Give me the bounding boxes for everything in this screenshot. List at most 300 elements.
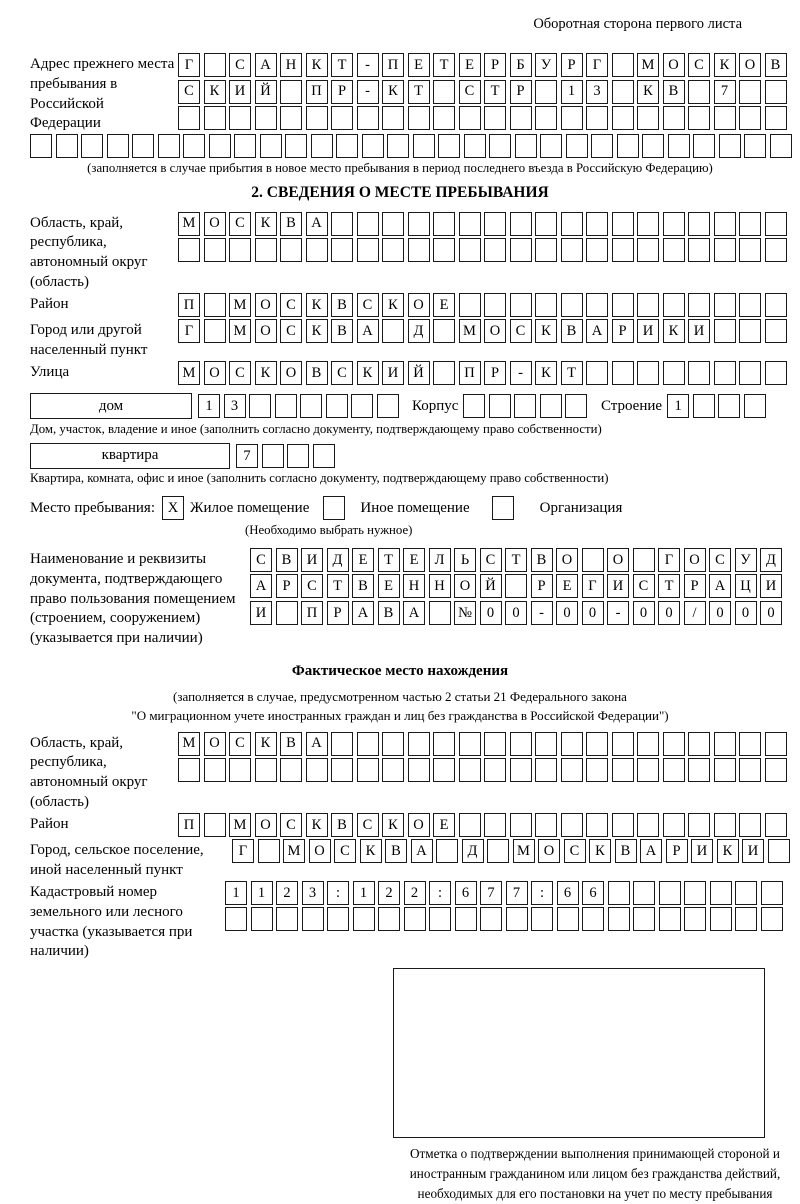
char-cell[interactable] — [659, 881, 681, 905]
char-cell[interactable]: Й — [480, 574, 502, 598]
char-cell[interactable] — [487, 839, 509, 863]
char-cell[interactable] — [285, 134, 307, 158]
char-cell[interactable] — [178, 758, 200, 782]
char-cell[interactable] — [535, 80, 557, 104]
char-cell[interactable]: Г — [178, 53, 200, 77]
char-cell[interactable] — [433, 212, 455, 236]
char-cell[interactable]: Р — [331, 80, 353, 104]
char-cell[interactable] — [765, 80, 787, 104]
char-cell[interactable] — [739, 319, 761, 343]
char-cell[interactable]: О — [309, 839, 331, 863]
char-cell[interactable]: В — [531, 548, 553, 572]
char-cell[interactable] — [484, 293, 506, 317]
char-cell[interactable] — [612, 212, 634, 236]
char-cell[interactable] — [204, 319, 226, 343]
char-cell[interactable] — [535, 106, 557, 130]
char-cell[interactable] — [586, 293, 608, 317]
char-cell[interactable] — [436, 839, 458, 863]
char-cell[interactable] — [306, 238, 328, 262]
char-cell[interactable] — [382, 319, 404, 343]
char-cell[interactable]: П — [382, 53, 404, 77]
char-cell[interactable]: Р — [684, 574, 706, 598]
char-cell[interactable] — [637, 361, 659, 385]
char-cell[interactable] — [663, 293, 685, 317]
char-cell[interactable] — [459, 758, 481, 782]
char-cell[interactable]: С — [280, 319, 302, 343]
char-cell[interactable]: О — [255, 813, 277, 837]
char-cell[interactable] — [262, 444, 284, 468]
char-cell[interactable]: О — [684, 548, 706, 572]
char-cell[interactable] — [637, 238, 659, 262]
char-cell[interactable]: И — [250, 601, 272, 625]
char-cell[interactable] — [739, 293, 761, 317]
char-cell[interactable] — [204, 106, 226, 130]
char-cell[interactable] — [688, 732, 710, 756]
char-cell[interactable] — [586, 732, 608, 756]
char-cell[interactable] — [459, 732, 481, 756]
char-cell[interactable]: Л — [429, 548, 451, 572]
char-cell[interactable]: 0 — [760, 601, 782, 625]
char-cell[interactable]: Г — [658, 548, 680, 572]
char-cell[interactable] — [540, 394, 562, 418]
char-cell[interactable] — [684, 907, 706, 931]
char-cell[interactable] — [429, 907, 451, 931]
char-cell[interactable] — [612, 106, 634, 130]
char-cell[interactable]: 7 — [236, 444, 258, 468]
char-cell[interactable] — [739, 106, 761, 130]
char-cell[interactable] — [459, 212, 481, 236]
char-cell[interactable]: № — [454, 601, 476, 625]
char-cell[interactable]: 0 — [582, 601, 604, 625]
char-cell[interactable] — [331, 732, 353, 756]
char-cell[interactable]: 6 — [557, 881, 579, 905]
char-cell[interactable]: 3 — [224, 394, 246, 418]
char-cell[interactable] — [768, 839, 790, 863]
char-cell[interactable] — [557, 907, 579, 931]
char-cell[interactable] — [688, 293, 710, 317]
char-cell[interactable] — [633, 881, 655, 905]
char-cell[interactable] — [331, 106, 353, 130]
char-cell[interactable] — [663, 813, 685, 837]
char-cell[interactable]: С — [688, 53, 710, 77]
char-cell[interactable]: В — [280, 212, 302, 236]
char-cell[interactable] — [357, 106, 379, 130]
char-cell[interactable] — [484, 106, 506, 130]
char-cell[interactable]: И — [691, 839, 713, 863]
char-cell[interactable] — [275, 394, 297, 418]
char-cell[interactable]: С — [250, 548, 272, 572]
char-cell[interactable] — [510, 758, 532, 782]
char-cell[interactable]: С — [280, 293, 302, 317]
char-cell[interactable] — [714, 758, 736, 782]
char-cell[interactable] — [408, 106, 430, 130]
char-cell[interactable] — [408, 212, 430, 236]
char-cell[interactable]: Е — [408, 53, 430, 77]
char-cell[interactable]: 1 — [667, 394, 689, 418]
char-cell[interactable]: - — [357, 53, 379, 77]
char-cell[interactable]: А — [411, 839, 433, 863]
char-cell[interactable]: Н — [403, 574, 425, 598]
char-cell[interactable]: И — [760, 574, 782, 598]
char-cell[interactable]: П — [306, 80, 328, 104]
char-cell[interactable]: С — [357, 813, 379, 837]
char-cell[interactable] — [433, 361, 455, 385]
char-cell[interactable] — [313, 444, 335, 468]
char-cell[interactable]: 3 — [302, 881, 324, 905]
char-cell[interactable] — [586, 238, 608, 262]
char-cell[interactable] — [327, 907, 349, 931]
char-cell[interactable]: К — [714, 53, 736, 77]
char-cell[interactable]: О — [408, 293, 430, 317]
char-cell[interactable] — [663, 758, 685, 782]
char-cell[interactable]: М — [229, 813, 251, 837]
char-cell[interactable] — [255, 238, 277, 262]
char-cell[interactable] — [433, 238, 455, 262]
char-cell[interactable] — [484, 813, 506, 837]
organization-checkbox[interactable] — [492, 496, 514, 520]
char-cell[interactable]: М — [283, 839, 305, 863]
char-cell[interactable]: К — [382, 813, 404, 837]
char-cell[interactable] — [688, 361, 710, 385]
char-cell[interactable]: В — [765, 53, 787, 77]
char-cell[interactable]: 1 — [561, 80, 583, 104]
char-cell[interactable] — [718, 394, 740, 418]
char-cell[interactable]: 0 — [480, 601, 502, 625]
char-cell[interactable]: Ь — [454, 548, 476, 572]
char-cell[interactable] — [535, 732, 557, 756]
char-cell[interactable] — [739, 813, 761, 837]
char-cell[interactable] — [714, 238, 736, 262]
char-cell[interactable] — [561, 106, 583, 130]
char-cell[interactable] — [633, 907, 655, 931]
char-cell[interactable] — [612, 80, 634, 104]
char-cell[interactable]: 7 — [506, 881, 528, 905]
char-cell[interactable] — [158, 134, 180, 158]
char-cell[interactable] — [408, 732, 430, 756]
char-cell[interactable]: 0 — [735, 601, 757, 625]
char-cell[interactable]: И — [229, 80, 251, 104]
char-cell[interactable]: В — [331, 319, 353, 343]
residential-checkbox[interactable]: X — [162, 496, 184, 520]
char-cell[interactable]: Т — [505, 548, 527, 572]
char-cell[interactable] — [688, 758, 710, 782]
char-cell[interactable]: С — [331, 361, 353, 385]
char-cell[interactable] — [510, 238, 532, 262]
char-cell[interactable]: К — [535, 361, 557, 385]
char-cell[interactable] — [204, 238, 226, 262]
char-cell[interactable]: 2 — [404, 881, 426, 905]
char-cell[interactable]: О — [538, 839, 560, 863]
char-cell[interactable]: 7 — [714, 80, 736, 104]
char-cell[interactable]: Й — [408, 361, 430, 385]
char-cell[interactable] — [183, 134, 205, 158]
char-cell[interactable]: В — [385, 839, 407, 863]
char-cell[interactable] — [464, 134, 486, 158]
char-cell[interactable]: В — [561, 319, 583, 343]
char-cell[interactable] — [510, 732, 532, 756]
char-cell[interactable]: Д — [408, 319, 430, 343]
char-cell[interactable]: К — [306, 813, 328, 837]
char-cell[interactable]: К — [637, 80, 659, 104]
char-cell[interactable] — [688, 238, 710, 262]
char-cell[interactable]: Г — [586, 53, 608, 77]
char-cell[interactable] — [561, 813, 583, 837]
char-cell[interactable]: У — [535, 53, 557, 77]
char-cell[interactable]: К — [382, 293, 404, 317]
char-cell[interactable]: Р — [276, 574, 298, 598]
char-cell[interactable]: О — [204, 732, 226, 756]
char-cell[interactable] — [612, 293, 634, 317]
char-cell[interactable] — [561, 732, 583, 756]
char-cell[interactable]: М — [459, 319, 481, 343]
char-cell[interactable] — [204, 53, 226, 77]
char-cell[interactable]: К — [204, 80, 226, 104]
char-cell[interactable] — [735, 881, 757, 905]
char-cell[interactable] — [408, 238, 430, 262]
char-cell[interactable] — [586, 758, 608, 782]
char-cell[interactable] — [765, 319, 787, 343]
char-cell[interactable]: О — [739, 53, 761, 77]
char-cell[interactable] — [739, 758, 761, 782]
char-cell[interactable] — [81, 134, 103, 158]
char-cell[interactable]: В — [663, 80, 685, 104]
char-cell[interactable] — [204, 813, 226, 837]
char-cell[interactable]: 0 — [709, 601, 731, 625]
char-cell[interactable]: О — [255, 293, 277, 317]
char-cell[interactable] — [280, 238, 302, 262]
char-cell[interactable] — [714, 212, 736, 236]
char-cell[interactable] — [229, 758, 251, 782]
char-cell[interactable] — [229, 238, 251, 262]
char-cell[interactable]: 0 — [633, 601, 655, 625]
char-cell[interactable] — [765, 293, 787, 317]
char-cell[interactable] — [612, 238, 634, 262]
char-cell[interactable] — [413, 134, 435, 158]
char-cell[interactable] — [280, 80, 302, 104]
char-cell[interactable] — [535, 212, 557, 236]
char-cell[interactable] — [382, 732, 404, 756]
char-cell[interactable] — [258, 839, 280, 863]
char-cell[interactable]: С — [229, 361, 251, 385]
char-cell[interactable] — [739, 238, 761, 262]
char-cell[interactable] — [311, 134, 333, 158]
char-cell[interactable]: Е — [556, 574, 578, 598]
char-cell[interactable]: В — [331, 813, 353, 837]
char-cell[interactable]: А — [403, 601, 425, 625]
char-cell[interactable] — [510, 106, 532, 130]
char-cell[interactable]: 7 — [480, 881, 502, 905]
char-cell[interactable] — [351, 394, 373, 418]
char-cell[interactable]: 6 — [455, 881, 477, 905]
char-cell[interactable] — [714, 106, 736, 130]
char-cell[interactable] — [433, 732, 455, 756]
char-cell[interactable] — [688, 80, 710, 104]
char-cell[interactable] — [582, 907, 604, 931]
char-cell[interactable]: 0 — [556, 601, 578, 625]
char-cell[interactable] — [714, 813, 736, 837]
char-cell[interactable] — [459, 238, 481, 262]
char-cell[interactable]: Е — [459, 53, 481, 77]
char-cell[interactable]: 0 — [505, 601, 527, 625]
char-cell[interactable]: А — [306, 732, 328, 756]
char-cell[interactable] — [714, 293, 736, 317]
char-cell[interactable] — [514, 394, 536, 418]
char-cell[interactable] — [107, 134, 129, 158]
char-cell[interactable]: Г — [178, 319, 200, 343]
char-cell[interactable]: В — [331, 293, 353, 317]
char-cell[interactable]: Т — [433, 53, 455, 77]
char-cell[interactable] — [484, 238, 506, 262]
char-cell[interactable]: А — [586, 319, 608, 343]
char-cell[interactable] — [433, 319, 455, 343]
char-cell[interactable]: К — [589, 839, 611, 863]
char-cell[interactable]: И — [607, 574, 629, 598]
char-cell[interactable]: Р — [612, 319, 634, 343]
char-cell[interactable] — [535, 238, 557, 262]
char-cell[interactable]: К — [717, 839, 739, 863]
char-cell[interactable]: А — [357, 319, 379, 343]
char-cell[interactable] — [480, 907, 502, 931]
char-cell[interactable]: О — [204, 361, 226, 385]
char-cell[interactable] — [714, 732, 736, 756]
char-cell[interactable] — [688, 106, 710, 130]
char-cell[interactable] — [56, 134, 78, 158]
char-cell[interactable]: Н — [429, 574, 451, 598]
char-cell[interactable]: 3 — [586, 80, 608, 104]
char-cell[interactable] — [586, 106, 608, 130]
char-cell[interactable] — [463, 394, 485, 418]
char-cell[interactable]: И — [637, 319, 659, 343]
char-cell[interactable]: 1 — [198, 394, 220, 418]
char-cell[interactable] — [735, 907, 757, 931]
char-cell[interactable] — [489, 394, 511, 418]
char-cell[interactable]: С — [334, 839, 356, 863]
char-cell[interactable]: С — [459, 80, 481, 104]
char-cell[interactable]: О — [280, 361, 302, 385]
char-cell[interactable] — [178, 106, 200, 130]
char-cell[interactable] — [765, 732, 787, 756]
char-cell[interactable]: Т — [561, 361, 583, 385]
char-cell[interactable]: Т — [408, 80, 430, 104]
char-cell[interactable] — [357, 238, 379, 262]
char-cell[interactable]: А — [306, 212, 328, 236]
char-cell[interactable] — [280, 758, 302, 782]
char-cell[interactable] — [506, 907, 528, 931]
char-cell[interactable]: К — [357, 361, 379, 385]
char-cell[interactable] — [408, 758, 430, 782]
char-cell[interactable] — [566, 134, 588, 158]
char-cell[interactable]: - — [531, 601, 553, 625]
char-cell[interactable] — [331, 758, 353, 782]
char-cell[interactable]: К — [255, 212, 277, 236]
char-cell[interactable] — [433, 80, 455, 104]
char-cell[interactable] — [287, 444, 309, 468]
char-cell[interactable] — [693, 394, 715, 418]
char-cell[interactable]: Е — [403, 548, 425, 572]
char-cell[interactable] — [306, 106, 328, 130]
char-cell[interactable]: О — [255, 319, 277, 343]
char-cell[interactable] — [637, 212, 659, 236]
char-cell[interactable] — [765, 106, 787, 130]
char-cell[interactable] — [459, 293, 481, 317]
char-cell[interactable]: М — [637, 53, 659, 77]
char-cell[interactable]: К — [306, 319, 328, 343]
char-cell[interactable] — [306, 758, 328, 782]
char-cell[interactable]: : — [327, 881, 349, 905]
char-cell[interactable]: А — [640, 839, 662, 863]
char-cell[interactable]: А — [709, 574, 731, 598]
char-cell[interactable]: К — [306, 293, 328, 317]
char-cell[interactable]: А — [352, 601, 374, 625]
char-cell[interactable]: С — [480, 548, 502, 572]
char-cell[interactable] — [535, 293, 557, 317]
char-cell[interactable]: С — [709, 548, 731, 572]
char-cell[interactable]: К — [255, 732, 277, 756]
char-cell[interactable] — [249, 394, 271, 418]
char-cell[interactable] — [586, 813, 608, 837]
char-cell[interactable] — [510, 813, 532, 837]
char-cell[interactable] — [433, 106, 455, 130]
char-cell[interactable]: К — [360, 839, 382, 863]
char-cell[interactable] — [276, 601, 298, 625]
char-cell[interactable] — [209, 134, 231, 158]
char-cell[interactable] — [260, 134, 282, 158]
char-cell[interactable] — [608, 907, 630, 931]
char-cell[interactable]: М — [229, 319, 251, 343]
char-cell[interactable] — [739, 80, 761, 104]
char-cell[interactable]: С — [229, 53, 251, 77]
char-cell[interactable] — [561, 758, 583, 782]
char-cell[interactable]: Р — [666, 839, 688, 863]
char-cell[interactable]: 0 — [658, 601, 680, 625]
char-cell[interactable]: Т — [331, 53, 353, 77]
char-cell[interactable] — [770, 134, 792, 158]
char-cell[interactable] — [382, 238, 404, 262]
char-cell[interactable]: И — [382, 361, 404, 385]
char-cell[interactable] — [684, 881, 706, 905]
char-cell[interactable]: Р — [531, 574, 553, 598]
char-cell[interactable] — [251, 907, 273, 931]
char-cell[interactable] — [761, 907, 783, 931]
char-cell[interactable] — [637, 813, 659, 837]
char-cell[interactable]: У — [735, 548, 757, 572]
char-cell[interactable] — [739, 732, 761, 756]
char-cell[interactable]: - — [357, 80, 379, 104]
char-cell[interactable] — [663, 106, 685, 130]
char-cell[interactable]: С — [280, 813, 302, 837]
char-cell[interactable] — [362, 134, 384, 158]
char-cell[interactable]: К — [306, 53, 328, 77]
char-cell[interactable]: О — [204, 212, 226, 236]
char-cell[interactable]: М — [229, 293, 251, 317]
char-cell[interactable] — [633, 548, 655, 572]
char-cell[interactable] — [765, 238, 787, 262]
char-cell[interactable]: М — [178, 361, 200, 385]
dom-box[interactable]: дом — [30, 393, 192, 419]
char-cell[interactable] — [455, 907, 477, 931]
char-cell[interactable] — [280, 106, 302, 130]
char-cell[interactable] — [642, 134, 664, 158]
char-cell[interactable]: О — [663, 53, 685, 77]
char-cell[interactable] — [459, 813, 481, 837]
char-cell[interactable]: Н — [280, 53, 302, 77]
char-cell[interactable]: П — [459, 361, 481, 385]
char-cell[interactable] — [132, 134, 154, 158]
char-cell[interactable]: : — [429, 881, 451, 905]
char-cell[interactable]: И — [742, 839, 764, 863]
char-cell[interactable]: 6 — [582, 881, 604, 905]
char-cell[interactable]: Т — [378, 548, 400, 572]
